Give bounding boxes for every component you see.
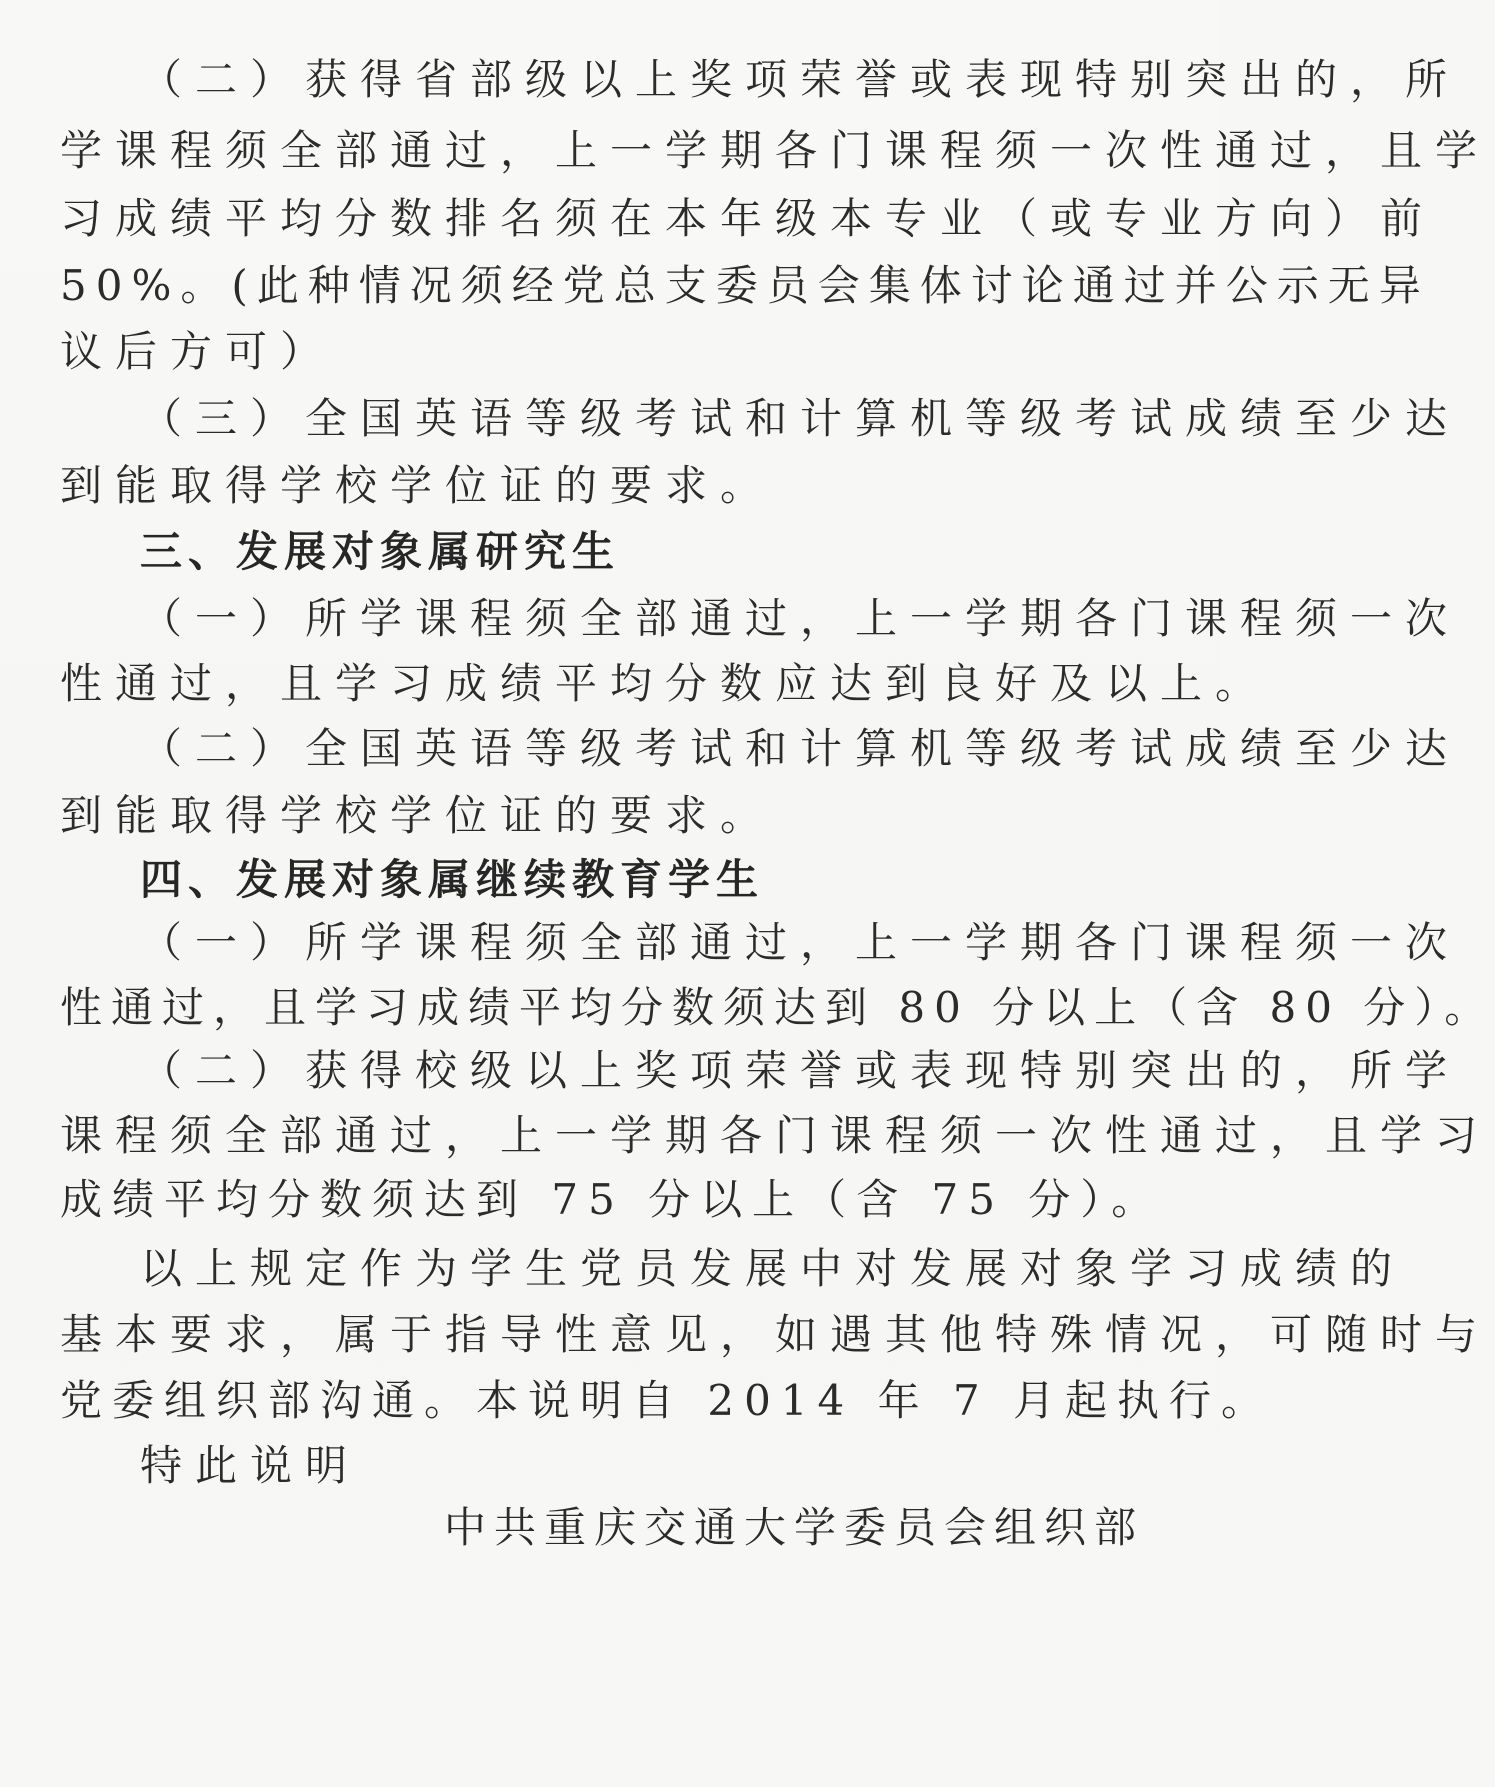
paragraph-line: 50%。(此种情况须经党总支委员会集体讨论通过并公示无异 [60, 261, 1430, 310]
paragraph-line: 到能取得学校学位证的要求。 [60, 791, 776, 840]
paragraph-line: （二）获得省部级以上奖项荣誉或表现特别突出的，所 [140, 55, 1461, 104]
closing-remark: 特此说明 [140, 1441, 361, 1490]
paragraph-line: 性通过，且学习成绩平均分数须达到 80 分以上（含 80 分）。 [60, 983, 1495, 1032]
paragraph-line: 性通过，且学习成绩平均分数应达到良好及以上。 [60, 659, 1271, 708]
paragraph-line: 课程须全部通过，上一学期各门课程须一次性通过，且学习 [60, 1111, 1491, 1160]
paragraph-line: （二）全国英语等级考试和计算机等级考试成绩至少达 [140, 724, 1461, 773]
paragraph-line: 议后方可） [60, 327, 336, 376]
paragraph-line: 以上规定作为学生党员发展中对发展对象学习成绩的 [140, 1244, 1406, 1293]
paragraph-line: 到能取得学校学位证的要求。 [60, 461, 776, 510]
section-heading-graduate: 三、发展对象属研究生 [140, 527, 621, 576]
issuer-signature: 中共重庆交通大学委员会组织部 [443, 1503, 1144, 1552]
section-heading-continuing-education: 四、发展对象属继续教育学生 [140, 855, 765, 904]
paragraph-line: 党委组织部沟通。本说明自 2014 年 7 月起执行。 [60, 1376, 1274, 1425]
paragraph-line: （一）所学课程须全部通过，上一学期各门课程须一次 [140, 918, 1461, 967]
paragraph-line: 成绩平均分数须达到 75 分以上（含 75 分）。 [60, 1175, 1164, 1224]
paragraph-line: （二）获得校级以上奖项荣誉或表现特别突出的，所学 [140, 1046, 1461, 1095]
paragraph-line: 学课程须全部通过，上一学期各门课程须一次性通过，且学 [60, 126, 1491, 175]
paragraph-line: （三）全国英语等级考试和计算机等级考试成绩至少达 [140, 394, 1461, 443]
paragraph-line: 习成绩平均分数排名须在本年级本专业（或专业方向）前 [60, 194, 1436, 243]
paragraph-line: （一）所学课程须全部通过，上一学期各门课程须一次 [140, 594, 1461, 643]
paragraph-line: 基本要求，属于指导性意见，如遇其他特殊情况，可随时与 [60, 1310, 1491, 1359]
